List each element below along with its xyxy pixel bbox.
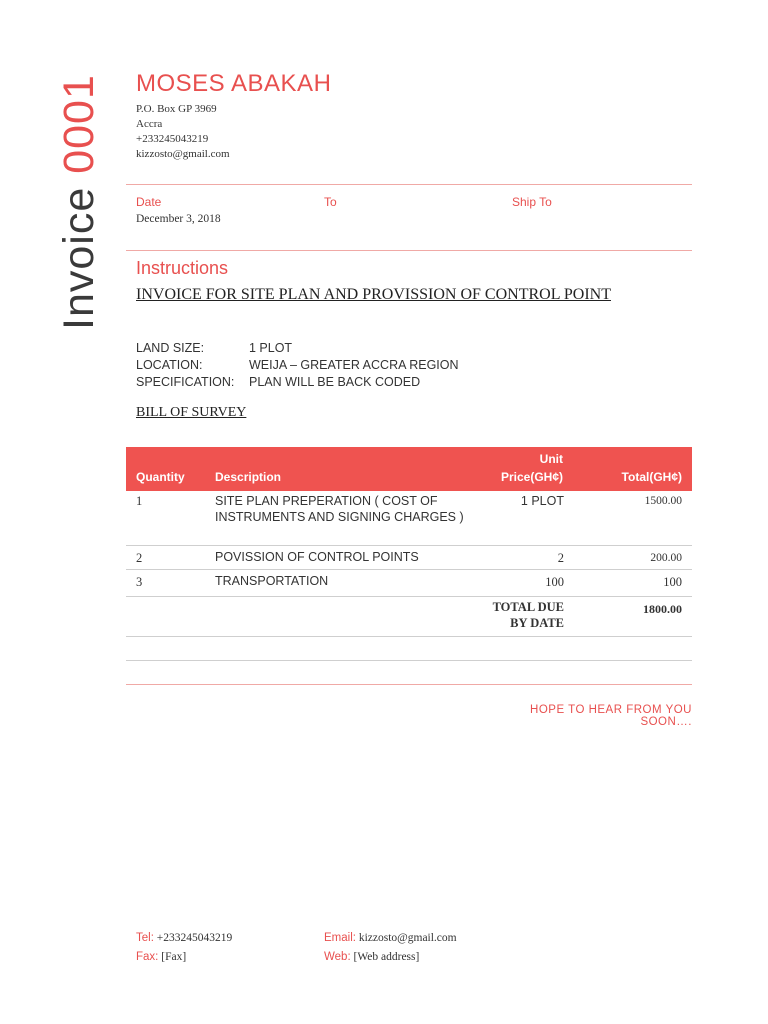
- address-phone: +233245043219: [136, 133, 209, 145]
- date-value: December 3, 2018: [136, 213, 221, 225]
- header-total: Total(GH¢): [621, 470, 682, 484]
- company-name: MOSES ABAKAH: [136, 70, 332, 97]
- row1-qty: 1: [136, 494, 143, 508]
- header-unit-price: Price(GH¢): [500, 470, 563, 484]
- row-divider: [126, 596, 692, 597]
- row2-total: 200.00: [650, 552, 682, 564]
- total-due-label-line2: BY DATE: [510, 616, 564, 630]
- fax-label: Fax:: [136, 951, 159, 963]
- date-label: Date: [136, 195, 162, 209]
- header-unit: Unit: [539, 452, 563, 466]
- row-divider: [126, 569, 692, 570]
- web-label: Web:: [324, 951, 351, 963]
- tel-label: Tel:: [136, 932, 154, 944]
- row2-qty: 2: [136, 551, 143, 565]
- total-due-label-line1: TOTAL DUE: [492, 600, 564, 614]
- spec-value: PLAN WILL BE BACK CODED: [249, 375, 421, 389]
- email-label: Email:: [324, 932, 356, 944]
- header-description: Description: [215, 470, 282, 484]
- spec-value: WEIJA – GREATER ACCRA REGION: [249, 358, 459, 372]
- footer-email: [324, 932, 457, 944]
- instructions-heading: INVOICE FOR SITE PLAN AND PROVISSION OF CONTROL POINT: [136, 286, 611, 303]
- row-divider: [126, 545, 692, 546]
- row3-description: TRANSPORTATION: [215, 574, 329, 588]
- row1-total: 1500.00: [644, 495, 682, 507]
- divider: [126, 684, 692, 685]
- spec-key: LOCATION:: [136, 358, 203, 372]
- spec-value: 1 PLOT: [249, 341, 293, 355]
- invoice-vertical-title: [54, 30, 104, 330]
- row2-description: POVISSION OF CONTROL POINTS: [215, 550, 419, 564]
- closing-message: HOPE TO HEAR FROM YOU SOON….: [530, 704, 692, 728]
- spec-row: [136, 340, 459, 357]
- divider: [126, 184, 692, 185]
- bill-of-survey-heading: BILL OF SURVEY: [136, 405, 247, 420]
- tel-value: +233245043219: [156, 932, 233, 944]
- row3-qty: 3: [136, 575, 143, 589]
- total-due-value: 1800.00: [643, 602, 682, 616]
- row1-unit-price: 1 PLOT: [520, 494, 564, 508]
- to-label: To: [324, 195, 337, 209]
- spec-list: [136, 340, 459, 391]
- email-value: kizzosto@gmail.com: [358, 932, 457, 944]
- ship-to-label: Ship To: [512, 195, 552, 209]
- row1-description: SITE PLAN PREPERATION ( COST OF INSTRUMENTS AND SIGNING CHARGES ): [215, 494, 464, 524]
- address-line: Accra: [136, 118, 163, 130]
- divider: [126, 250, 692, 251]
- fax-value: [Fax]: [161, 951, 187, 963]
- row-divider: [126, 660, 692, 661]
- address-line: P.O. Box GP 3969: [136, 103, 217, 115]
- footer-fax: [136, 951, 186, 963]
- header-quantity: Quantity: [136, 470, 185, 484]
- footer-web: [324, 951, 419, 963]
- web-value: [Web address]: [353, 951, 420, 963]
- instructions-label: Instructions: [136, 258, 229, 278]
- spec-key: LAND SIZE:: [136, 341, 205, 355]
- row2-unit-price: 2: [557, 551, 564, 565]
- total-due-label: [440, 599, 564, 631]
- spec-row: [136, 374, 459, 391]
- table-header: [126, 447, 692, 491]
- row3-unit-price: 100: [545, 575, 564, 589]
- spec-row: [136, 357, 459, 374]
- row-divider: [126, 636, 692, 637]
- address-email: kizzosto@gmail.com: [136, 148, 230, 160]
- row3-total: 100: [663, 575, 682, 589]
- invoice-number: 0001: [55, 74, 103, 174]
- invoice-word: Invoice: [55, 186, 103, 330]
- footer-tel: [136, 932, 232, 944]
- company-address: [136, 102, 230, 162]
- spec-key: SPECIFICATION:: [136, 375, 235, 389]
